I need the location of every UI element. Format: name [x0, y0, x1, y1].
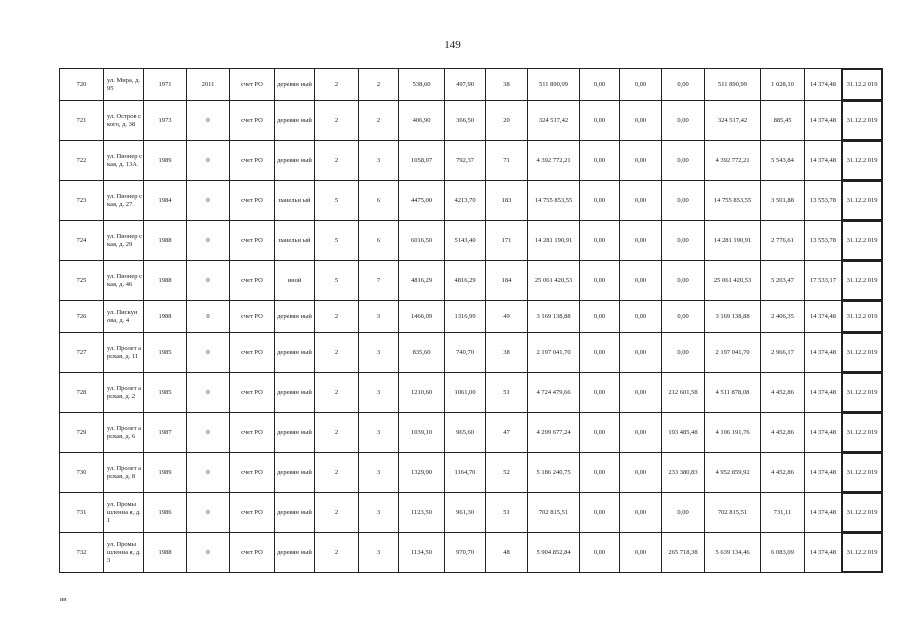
entrances-cell: 2 [359, 69, 399, 101]
year-overhaul-cell: 0 [187, 301, 230, 333]
total-area-cell: 1466,09 [399, 301, 445, 333]
wall-material-cell: деревян ный [275, 101, 315, 141]
max-unit-cost-cell: 14 374,48 [805, 141, 842, 181]
max-unit-cost-cell: 14 374,48 [805, 301, 842, 333]
floors-cell: 2 [315, 373, 359, 413]
row-number-cell: 723 [60, 181, 104, 221]
floors-cell: 2 [315, 533, 359, 573]
wall-material-cell: деревян ный [275, 373, 315, 413]
total-cost-cell: 702 815,51 [528, 493, 580, 533]
year-overhaul-cell: 0 [187, 453, 230, 493]
entrances-cell: 3 [359, 533, 399, 573]
cost-owners-cell: 2 197 041,70 [705, 333, 761, 373]
table-row [60, 533, 883, 573]
fund-method-cell: счет РО [230, 333, 275, 373]
total-cost-cell: 4 392 772,21 [528, 141, 580, 181]
address-cell: ул. Пролет арская, д. 2 [104, 373, 144, 413]
address-cell: ул. Пролет арская, д. 8 [104, 453, 144, 493]
cost-regional-cell: 0,00 [620, 453, 662, 493]
unit-cost-cell: 885,45 [761, 101, 805, 141]
year-overhaul-cell: 0 [187, 181, 230, 221]
cost-owners-cell: 14 755 853,55 [705, 181, 761, 221]
wall-material-cell: деревян ный [275, 141, 315, 181]
year-built-cell: 1989 [144, 141, 187, 181]
cost-federal-cell: 0,00 [580, 301, 620, 333]
floors-cell: 5 [315, 181, 359, 221]
deadline-cell: 31.12.2 019 [842, 181, 883, 221]
table-row [60, 181, 883, 221]
wall-material-cell: деревян ный [275, 493, 315, 533]
year-overhaul-cell: 0 [187, 101, 230, 141]
year-overhaul-cell: 0 [187, 373, 230, 413]
total-cost-cell: 4 724 479,66 [528, 373, 580, 413]
year-overhaul-cell: 0 [187, 221, 230, 261]
cost-local-cell: 193 485,48 [662, 413, 705, 453]
cost-owners-cell: 4 106 191,76 [705, 413, 761, 453]
living-area-cell: 961,30 [445, 493, 486, 533]
cost-local-cell: 265 718,38 [662, 533, 705, 573]
fund-method-cell: счет РО [230, 101, 275, 141]
fund-method-cell: счет РО [230, 181, 275, 221]
floors-cell: 2 [315, 141, 359, 181]
row-number-cell: 725 [60, 261, 104, 301]
living-area-cell: 1164,70 [445, 453, 486, 493]
address-cell: ул. Промы шленна я, д. 3 [104, 533, 144, 573]
max-unit-cost-cell: 14 374,48 [805, 69, 842, 101]
unit-cost-cell: 3 501,88 [761, 181, 805, 221]
address-cell: ул. Пионер ская, д. 13А [104, 141, 144, 181]
deadline-cell: 31.12.2 019 [842, 69, 883, 101]
unit-cost-cell: 5 203,47 [761, 261, 805, 301]
row-number-cell: 721 [60, 101, 104, 141]
cost-owners-cell: 324 517,42 [705, 101, 761, 141]
cost-local-cell: 0,00 [662, 141, 705, 181]
deadline-cell: 31.12.2 019 [842, 141, 883, 181]
floors-cell: 2 [315, 493, 359, 533]
cost-local-cell: 233 380,83 [662, 453, 705, 493]
cost-federal-cell: 0,00 [580, 221, 620, 261]
residents-cell: 38 [486, 333, 528, 373]
table-row [60, 261, 883, 301]
footer-mark: ии [60, 597, 67, 603]
deadline-cell: 31.12.2 019 [842, 453, 883, 493]
deadline-cell: 31.12.2 019 [842, 221, 883, 261]
table-row [60, 493, 883, 533]
cost-federal-cell: 0,00 [580, 373, 620, 413]
cost-federal-cell: 0,00 [580, 413, 620, 453]
residents-cell: 171 [486, 221, 528, 261]
total-area-cell: 1329,90 [399, 453, 445, 493]
cost-owners-cell: 5 639 134,46 [705, 533, 761, 573]
wall-material-cell: деревян ный [275, 333, 315, 373]
cost-local-cell: 0,00 [662, 221, 705, 261]
cost-local-cell: 0,00 [662, 69, 705, 101]
living-area-cell: 740,70 [445, 333, 486, 373]
address-cell: ул. Остров ского, д. 38 [104, 101, 144, 141]
entrances-cell: 3 [359, 493, 399, 533]
cost-regional-cell: 0,00 [620, 141, 662, 181]
address-cell: ул. Пискун ова, д. 4 [104, 301, 144, 333]
cost-local-cell: 0,00 [662, 301, 705, 333]
entrances-cell: 3 [359, 333, 399, 373]
cost-federal-cell: 0,00 [580, 493, 620, 533]
year-built-cell: 1971 [144, 69, 187, 101]
unit-cost-cell: 6 083,09 [761, 533, 805, 573]
wall-material-cell: деревян ный [275, 413, 315, 453]
total-area-cell: 4816,29 [399, 261, 445, 301]
living-area-cell: 970,70 [445, 533, 486, 573]
cost-owners-cell: 702 815,51 [705, 493, 761, 533]
residents-cell: 183 [486, 181, 528, 221]
table-body [60, 69, 883, 573]
max-unit-cost-cell: 14 374,48 [805, 413, 842, 453]
deadline-cell: 31.12.2 019 [842, 413, 883, 453]
cost-federal-cell: 0,00 [580, 261, 620, 301]
living-area-cell: 4816,29 [445, 261, 486, 301]
year-built-cell: 1984 [144, 181, 187, 221]
total-cost-cell: 511 890,99 [528, 69, 580, 101]
row-number-cell: 720 [60, 69, 104, 101]
total-cost-cell: 5 186 240,75 [528, 453, 580, 493]
cost-local-cell: 0,00 [662, 333, 705, 373]
living-area-cell: 965,60 [445, 413, 486, 453]
cost-federal-cell: 0,00 [580, 453, 620, 493]
unit-cost-cell: 731,11 [761, 493, 805, 533]
fund-method-cell: счет РО [230, 413, 275, 453]
max-unit-cost-cell: 13 553,78 [805, 221, 842, 261]
cost-regional-cell: 0,00 [620, 301, 662, 333]
unit-cost-cell: 4 452,86 [761, 453, 805, 493]
living-area-cell: 1316,99 [445, 301, 486, 333]
cost-local-cell: 0,00 [662, 101, 705, 141]
wall-material-cell: панельн ый [275, 221, 315, 261]
floors-cell: 2 [315, 333, 359, 373]
cost-owners-cell: 4 511 878,08 [705, 373, 761, 413]
cost-federal-cell: 0,00 [580, 141, 620, 181]
row-number-cell: 732 [60, 533, 104, 573]
cost-regional-cell: 0,00 [620, 69, 662, 101]
cost-regional-cell: 0,00 [620, 413, 662, 453]
cost-owners-cell: 4 952 859,92 [705, 453, 761, 493]
year-overhaul-cell: 0 [187, 333, 230, 373]
living-area-cell: 497,90 [445, 69, 486, 101]
wall-material-cell: панельн ый [275, 181, 315, 221]
table-row [60, 453, 883, 493]
floors-cell: 2 [315, 69, 359, 101]
deadline-cell: 31.12.2 019 [842, 373, 883, 413]
total-area-cell: 1210,60 [399, 373, 445, 413]
total-cost-cell: 14 755 853,55 [528, 181, 580, 221]
fund-method-cell: счет РО [230, 221, 275, 261]
residents-cell: 52 [486, 453, 528, 493]
cost-federal-cell: 0,00 [580, 333, 620, 373]
residents-cell: 51 [486, 373, 528, 413]
cost-regional-cell: 0,00 [620, 101, 662, 141]
cost-owners-cell: 3 169 138,88 [705, 301, 761, 333]
address-cell: ул. Пролет арская, д. 6 [104, 413, 144, 453]
total-area-cell: 406,90 [399, 101, 445, 141]
year-built-cell: 1988 [144, 261, 187, 301]
year-built-cell: 1987 [144, 413, 187, 453]
year-overhaul-cell: 0 [187, 141, 230, 181]
row-number-cell: 724 [60, 221, 104, 261]
row-number-cell: 728 [60, 373, 104, 413]
deadline-cell: 31.12.2 019 [842, 261, 883, 301]
fund-method-cell: счет РО [230, 533, 275, 573]
unit-cost-cell: 4 452,86 [761, 413, 805, 453]
table-row [60, 69, 883, 101]
cost-local-cell: 0,00 [662, 261, 705, 301]
max-unit-cost-cell: 14 374,48 [805, 453, 842, 493]
total-area-cell: 1039,10 [399, 413, 445, 453]
cost-local-cell: 212 601,58 [662, 373, 705, 413]
total-cost-cell: 2 197 041,70 [528, 333, 580, 373]
fund-method-cell: счет РО [230, 373, 275, 413]
total-area-cell: 1134,50 [399, 533, 445, 573]
wall-material-cell: деревян ный [275, 453, 315, 493]
max-unit-cost-cell: 17 533,17 [805, 261, 842, 301]
year-overhaul-cell: 2011 [187, 69, 230, 101]
cost-regional-cell: 0,00 [620, 181, 662, 221]
row-number-cell: 730 [60, 453, 104, 493]
total-area-cell: 1058,97 [399, 141, 445, 181]
entrances-cell: 2 [359, 101, 399, 141]
cost-federal-cell: 0,00 [580, 101, 620, 141]
living-area-cell: 792,37 [445, 141, 486, 181]
total-cost-cell: 324 517,42 [528, 101, 580, 141]
table-row [60, 141, 883, 181]
floors-cell: 5 [315, 221, 359, 261]
unit-cost-cell: 2 966,17 [761, 333, 805, 373]
row-number-cell: 731 [60, 493, 104, 533]
row-number-cell: 727 [60, 333, 104, 373]
cost-local-cell: 0,00 [662, 493, 705, 533]
residents-cell: 48 [486, 533, 528, 573]
address-cell: ул. Промы шленна я, д. 1 [104, 493, 144, 533]
total-area-cell: 6016,50 [399, 221, 445, 261]
entrances-cell: 6 [359, 181, 399, 221]
row-number-cell: 726 [60, 301, 104, 333]
deadline-cell: 31.12.2 019 [842, 301, 883, 333]
floors-cell: 5 [315, 261, 359, 301]
living-area-cell: 366,50 [445, 101, 486, 141]
total-cost-cell: 14 281 190,91 [528, 221, 580, 261]
max-unit-cost-cell: 13 553,78 [805, 181, 842, 221]
fund-method-cell: счет РО [230, 301, 275, 333]
max-unit-cost-cell: 14 374,48 [805, 101, 842, 141]
residents-cell: 51 [486, 493, 528, 533]
address-cell: ул. Пролет арская, д. 11 [104, 333, 144, 373]
wall-material-cell: деревян ный [275, 301, 315, 333]
floors-cell: 2 [315, 301, 359, 333]
living-area-cell: 5143,40 [445, 221, 486, 261]
row-number-cell: 729 [60, 413, 104, 453]
cost-owners-cell: 14 281 190,91 [705, 221, 761, 261]
residents-cell: 49 [486, 301, 528, 333]
year-overhaul-cell: 0 [187, 493, 230, 533]
deadline-cell: 31.12.2 019 [842, 101, 883, 141]
cost-regional-cell: 0,00 [620, 261, 662, 301]
cost-regional-cell: 0,00 [620, 373, 662, 413]
address-cell: ул. Мира, д. 95 [104, 69, 144, 101]
wall-material-cell: деревян ный [275, 533, 315, 573]
total-area-cell: 538,60 [399, 69, 445, 101]
cost-owners-cell: 4 392 772,21 [705, 141, 761, 181]
total-cost-cell: 25 061 420,53 [528, 261, 580, 301]
floors-cell: 2 [315, 101, 359, 141]
deadline-cell: 31.12.2 019 [842, 333, 883, 373]
unit-cost-cell: 5 543,84 [761, 141, 805, 181]
unit-cost-cell: 2 776,61 [761, 221, 805, 261]
fund-method-cell: счет РО [230, 493, 275, 533]
address-cell: ул. Пионер ская, д. 27 [104, 181, 144, 221]
table-row [60, 333, 883, 373]
entrances-cell: 6 [359, 221, 399, 261]
cost-owners-cell: 25 061 420,53 [705, 261, 761, 301]
residents-cell: 47 [486, 413, 528, 453]
page-number: 149 [444, 39, 461, 51]
cost-federal-cell: 0,00 [580, 69, 620, 101]
entrances-cell: 3 [359, 301, 399, 333]
fund-method-cell: счет РО [230, 69, 275, 101]
unit-cost-cell: 4 452,86 [761, 373, 805, 413]
total-area-cell: 835,60 [399, 333, 445, 373]
cost-regional-cell: 0,00 [620, 221, 662, 261]
total-cost-cell: 4 299 677,24 [528, 413, 580, 453]
row-number-cell: 722 [60, 141, 104, 181]
cost-federal-cell: 0,00 [580, 181, 620, 221]
address-cell: ул. Пионер ская, д. 46 [104, 261, 144, 301]
year-built-cell: 1988 [144, 301, 187, 333]
max-unit-cost-cell: 14 374,48 [805, 373, 842, 413]
fund-method-cell: счет РО [230, 141, 275, 181]
total-area-cell: 4475,00 [399, 181, 445, 221]
fund-method-cell: счет РО [230, 453, 275, 493]
year-overhaul-cell: 0 [187, 261, 230, 301]
year-built-cell: 1973 [144, 101, 187, 141]
cost-regional-cell: 0,00 [620, 533, 662, 573]
year-built-cell: 1988 [144, 533, 187, 573]
entrances-cell: 3 [359, 413, 399, 453]
table-row [60, 221, 883, 261]
residents-cell: 184 [486, 261, 528, 301]
year-overhaul-cell: 0 [187, 413, 230, 453]
residents-cell: 71 [486, 141, 528, 181]
table-row [60, 413, 883, 453]
entrances-cell: 3 [359, 373, 399, 413]
year-built-cell: 1985 [144, 373, 187, 413]
table-row [60, 101, 883, 141]
cost-owners-cell: 511 890,99 [705, 69, 761, 101]
residents-cell: 20 [486, 101, 528, 141]
cost-federal-cell: 0,00 [580, 533, 620, 573]
max-unit-cost-cell: 14 374,48 [805, 533, 842, 573]
year-built-cell: 1986 [144, 493, 187, 533]
year-built-cell: 1989 [144, 453, 187, 493]
table-row [60, 373, 883, 413]
deadline-cell: 31.12.2 019 [842, 493, 883, 533]
living-area-cell: 1061,00 [445, 373, 486, 413]
max-unit-cost-cell: 14 374,48 [805, 333, 842, 373]
year-built-cell: 1988 [144, 221, 187, 261]
total-area-cell: 1123,50 [399, 493, 445, 533]
deadline-cell: 31.12.2 019 [842, 533, 883, 573]
cost-local-cell: 0,00 [662, 181, 705, 221]
address-cell: ул. Пионер ская, д. 29 [104, 221, 144, 261]
year-built-cell: 1985 [144, 333, 187, 373]
total-cost-cell: 5 904 852,84 [528, 533, 580, 573]
entrances-cell: 3 [359, 453, 399, 493]
living-area-cell: 4213,70 [445, 181, 486, 221]
wall-material-cell: иной [275, 261, 315, 301]
residents-cell: 38 [486, 69, 528, 101]
cost-regional-cell: 0,00 [620, 333, 662, 373]
max-unit-cost-cell: 14 374,48 [805, 493, 842, 533]
cost-regional-cell: 0,00 [620, 493, 662, 533]
floors-cell: 2 [315, 413, 359, 453]
entrances-cell: 7 [359, 261, 399, 301]
table-row [60, 301, 883, 333]
total-cost-cell: 3 169 138,88 [528, 301, 580, 333]
fund-method-cell: счет РО [230, 261, 275, 301]
unit-cost-cell: 1 028,10 [761, 69, 805, 101]
entrances-cell: 3 [359, 141, 399, 181]
wall-material-cell: деревян ный [275, 69, 315, 101]
year-overhaul-cell: 0 [187, 533, 230, 573]
floors-cell: 2 [315, 453, 359, 493]
housing-repair-table-wrapper [59, 68, 878, 573]
unit-cost-cell: 2 406,35 [761, 301, 805, 333]
housing-repair-table [59, 68, 883, 573]
